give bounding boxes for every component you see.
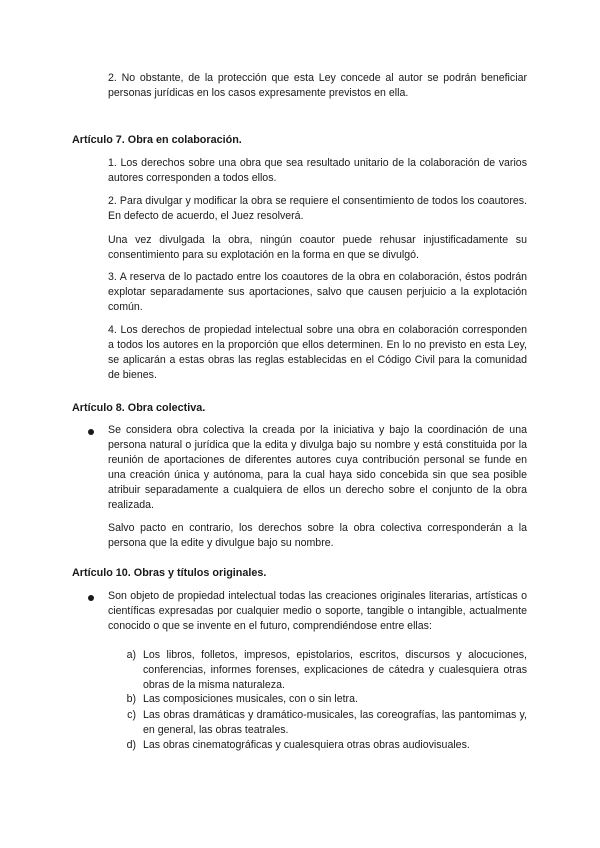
list-item-d: Las obras cinematográficas y cualesquiera otras obras audiovisuales. (143, 739, 470, 751)
bullet-icon (88, 595, 94, 601)
intro-paragraph: 2. No obstante, de la protección que esta Ley concede al autor se podrán beneficiar personas jurídicas en los casos expresamente previstos en ella. (108, 72, 527, 99)
article-7-paragraph-5: 4. Los derechos de propiedad intelectual sobre una obra en colaboración corresponden a todos los autores en la proporción que ellos determinen. En lo no previsto en esta Ley, se aplicarán a estas obras las reglas establecidas en el Código Civil para la comunidad de bienes. (108, 324, 527, 381)
list-item-c: Las obras dramáticas y dramático-musicales, las coreografías, las pantomimas y, en general, las obras teatrales. (143, 709, 527, 736)
list-item-marker: d) (126, 739, 136, 751)
article-10-heading: Artículo 10. Obras y títulos originales. (72, 567, 267, 579)
list-item-marker: a) (126, 649, 136, 661)
bullet-icon (88, 429, 94, 435)
article-10-bullet-paragraph: Son objeto de propiedad intelectual todas las creaciones originales literarias, artísticas o científicas expresadas por cualquier medio o soporte, tangible o intangible, actualmente conocido o que se invente en el futuro, comprendiéndose entre ellas: (108, 590, 527, 632)
article-8-heading: Artículo 8. Obra colectiva. (72, 402, 206, 414)
article-7-paragraph-1: 1. Los derechos sobre una obra que sea resultado unitario de la colaboración de varios autores corresponden a todos ellos. (108, 157, 527, 184)
list-item-marker: b) (126, 693, 136, 705)
article-8-bullet-paragraph: Se considera obra colectiva la creada por la iniciativa y bajo la coordinación de una persona natural o jurídica que la edita y divulga bajo su nombre y está constituida por la reunión de aportaciones de diferentes autores cuya contribución personal se funde en una creación única y autónoma, para la cual haya sido concebida sin que sea posible atribuir separadamente a cualquiera de ellos un derecho sobre el conjunto de la obra realizada. (108, 424, 527, 511)
article-7-paragraph-4: 3. A reserva de lo pactado entre los coautores de la obra en colaboración, éstos podrán explotar separadamente sus aportaciones, salvo que causen perjuicio a la explotación común. (108, 271, 527, 313)
article-7-paragraph-2: 2. Para divulgar y modificar la obra se requiere el consentimiento de todos los coautores. En defecto de acuerdo, el Juez resolverá. (108, 195, 527, 222)
article-7-heading: Artículo 7. Obra en colaboración. (72, 134, 242, 146)
list-item-b: Las composiciones musicales, con o sin letra. (143, 693, 358, 705)
list-item-marker: c) (127, 709, 136, 721)
article-8-paragraph-2: Salvo pacto en contrario, los derechos sobre la obra colectiva corresponderán a la persona que la edite y divulgue bajo su nombre. (108, 522, 527, 549)
article-7-paragraph-3: Una vez divulgada la obra, ningún coautor puede rehusar injustificadamente su consentimiento para su explotación en la forma en que se divulgó. (108, 234, 527, 261)
list-item-a: Los libros, folletos, impresos, epistolarios, escritos, discursos y alocuciones, conferencias, informes forenses, explicaciones de cátedra y cualesquiera otras obras de la misma naturaleza. (143, 649, 527, 691)
